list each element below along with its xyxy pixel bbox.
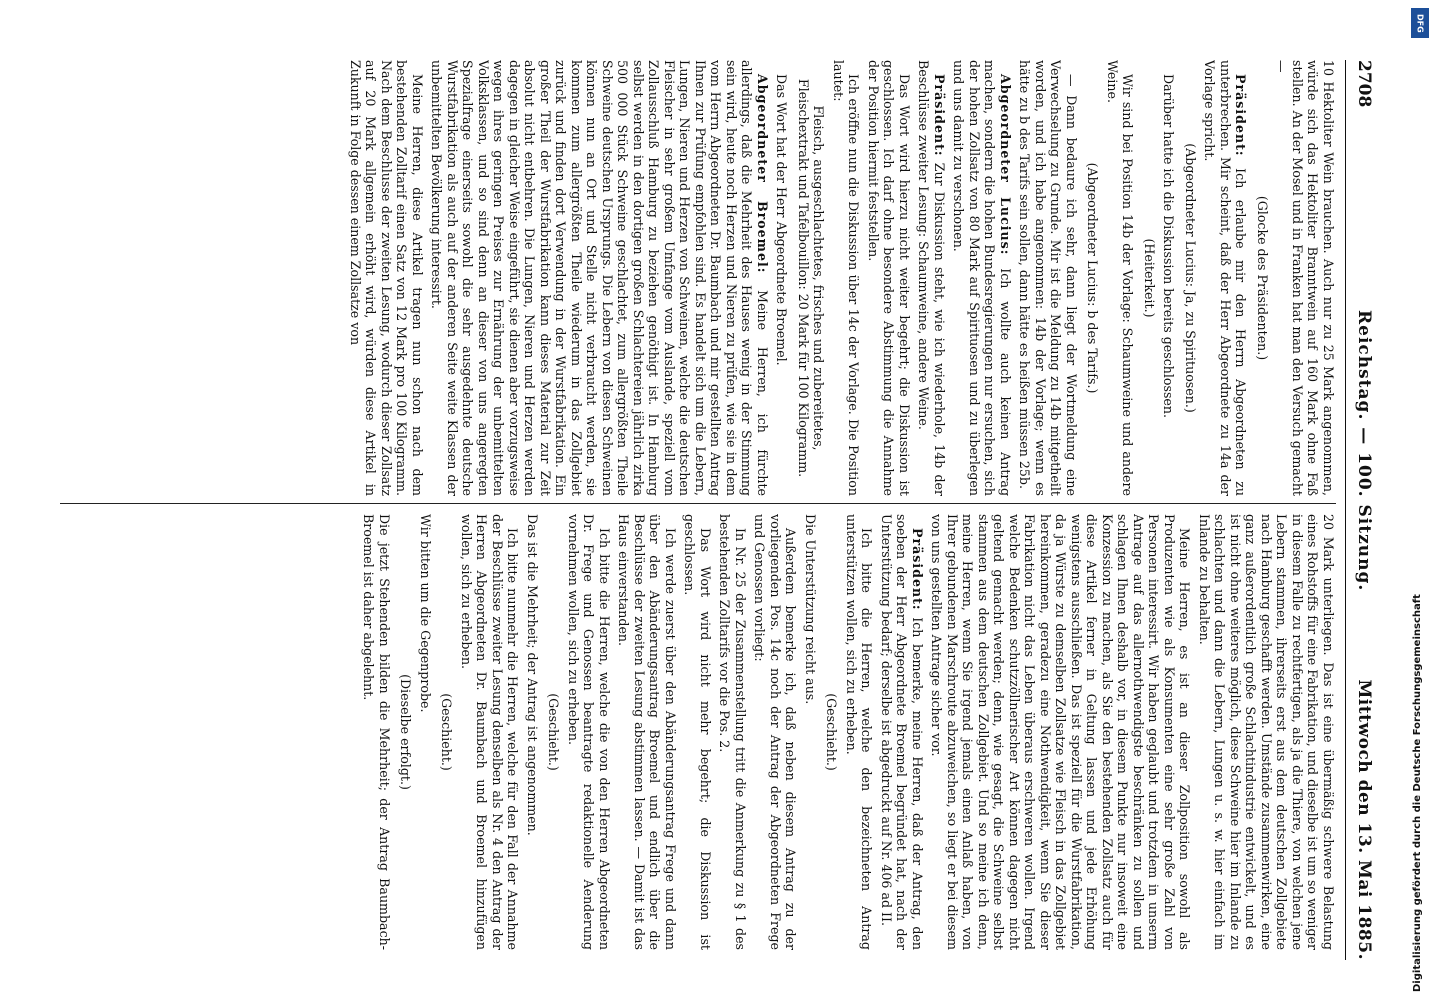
centered-note	[439, 514, 455, 950]
paragraph-text: Fleisch, ausgeschlachtetes, frisches und zubereitetes, Fleischextrakt und Tafelbouillon: 20 Mark für 100 Kilogramm.	[796, 78, 827, 478]
speaker-name: Präsident:	[910, 528, 925, 611]
paragraph-text: (Geschieht.)	[824, 693, 840, 771]
paragraph	[1161, 60, 1177, 496]
paragraph-text: Ich bemerke, meine Herren, daß der Antrag, den soeben der Herr Abgeordnete Broemel begründet hat, nach der Unterstützung bedarf; derselbe ist abgedruckt auf Nr. 406 ad II.	[879, 514, 925, 950]
left-text-column	[20, 60, 1336, 496]
paragraph-text: Meine Herren, es ist an dieser Zollposition sowohl als Produzenten wie als Konsumenten eine sehr große Zahl von Personen interessirt. Wir haben geglaubt und trotzdem in unserm Antrage auf das allernothwendigste beschränken zu sollen und schlagen Ihnen deshalb vor, in diesem Punkte nur insoweit eine Konzession zu machen, als Sie den bestehenden Zollsatz auch für diese Artikel ferner in Geltung lassen und jede Erhöhung wenigstens ausschließen. Das ist speziell für die Wurstfabrikation, da ja Würste zu demselben Zollsatze wie Fleisch in das Zollgebiet hereinkommen, geradezu eine Nothwendigkeit, wenn Sie dieser Fabrikation nicht das Leben überaus erschweren wollen. Irgend welche Bedenken schutzzöllnerischer Art können dagegen nicht geltend gemacht werden; denn, wie gesagt, die Schweine selbst stammen aus dem deutschen Zollgebiet. Und so meine ich denn, meine Herren, wenn Sie irgend jemals einen Anlaß haben, von Ihrer gebundenen Marschroute abzuweichen, so liegt er bei diesem von uns gestellten Antrage sicher vor.	[929, 514, 1193, 950]
speaker-name: Präsident:	[932, 74, 947, 157]
paragraph-text: Ich bitte die Herren, welche den bezeichneten Antrag unterstützen wollen, sich zu erheben.	[844, 514, 875, 950]
paragraph	[459, 514, 521, 950]
paragraph-text: 20 Mark unterliegen. Das ist eine übermäßig schwere Belastung eines Rohstoffs für eine Fabrikation, und dieselbe ist um so weniger in diesem Falle zu rechtfertigen, als ja die Thiere, von welchen jene Lebern stammen, ihrerseits erst aus dem deutschen Zollgebiete nach Hamburg geschafft werden. Umstände zusammenwirken, eine ganz außerordentlich große Schlachtindustrie entwickelt, und es ist nicht ohne weiteres möglich, diese Schweine hier im Inlande zu schlachten und dann die Lebern, Lungen u. s. w. hier einfach im Inlande zu behalten.	[1197, 514, 1336, 950]
paragraph	[879, 514, 926, 950]
paragraph-text: Ich bitte nunmehr die Herren, welche für den Fall der Annahme der Beschlüsse zweiter Lesung denselben als Nr. 4 den Antrag der Herren Abgeordneten Dr. Baumbach und Broemel hinzufügen wollen, sich zu erheben.	[459, 514, 521, 950]
paragraph-text: (Geschieht.)	[439, 693, 455, 771]
paragraph	[418, 514, 434, 950]
paragraph-text: (Abgeordneter Lucius: Ja, zu Spirituosen.)	[1183, 143, 1198, 413]
paragraph-text: Wir sind bei Position 14b der Vorlage: Schaumweine und andere Weine.	[1105, 60, 1136, 496]
paragraph-text: Das Wort wird hierzu nicht weiter begehrt; die Diskussion ist geschlossen. Ich darf ohne besondere Abstimmung die Annahme der Position hiermit feststellen.	[866, 60, 912, 496]
speaker-name: Abgeordneter Lucius:	[998, 74, 1013, 256]
paragraph-text: Die jetzt Stehenden bilden die Mehrheit; der Antrag Baumbach-Broemel ist daher abgelehnt.	[361, 514, 392, 950]
paragraph	[616, 514, 678, 950]
session-date: Mittwoch den 13. Mai 1885.	[1354, 679, 1374, 960]
centered-note	[398, 514, 414, 950]
paragraph	[1197, 514, 1337, 950]
header-rule	[1345, 60, 1346, 960]
column-divider	[60, 503, 1336, 504]
paragraph-text: Außerdem bemerke ich, daß neben diesem Antrag zu der vorliegenden Pos. 14c noch der Antrag der Abgeordneten Frege und Genossen vorliegt:	[752, 514, 799, 950]
paragraph	[717, 514, 748, 950]
paragraph-text: Darüber hatte ich die Diskussion bereits geschlossen.	[1161, 74, 1177, 418]
paragraph-text: (Glocke des Präsidenten.)	[1255, 195, 1270, 361]
paragraph-text: (Dieselbe erfolgt.)	[398, 674, 414, 790]
paragraph-text: (Abgeordneter Lucius: b des Tarifs.)	[1085, 162, 1101, 394]
digitization-sidebar	[1408, 0, 1432, 1000]
paragraph-text: Ich wollte auch keinen Antrag machen, sondern die hohen Bundesregierungen nur ersuchen, sich der hohen Zollsatz von 80 Mark auf Spirituosen und zu überlegen und uns damit zu verschonen.	[951, 60, 1013, 496]
paragraph-text: Das ist die Mehrheit; der Antrag ist angenommen.	[525, 514, 540, 836]
session-title: Reichstag. — 100. Sitzung.	[1354, 310, 1374, 592]
paragraph	[803, 514, 819, 950]
centered-note	[1142, 60, 1158, 496]
paragraph	[774, 60, 790, 496]
paragraph-text: Das Wort wird nicht mehr begehrt; die Diskussion ist geschlossen.	[682, 514, 713, 950]
paragraph	[525, 514, 541, 950]
paragraph	[566, 514, 613, 950]
paragraph-text: Wir bitten um die Gegenprobe.	[418, 514, 433, 713]
paragraph	[361, 514, 392, 950]
centered-note	[824, 514, 840, 950]
paragraph-text: Meine Herren, ich fürchte allerdings, daß die Mehrheit des Hauses wenig in der Stimmung sein wird, heute noch Herzen und Nieren zu prüfen, wie sie in dem vom Herrn Abgeordneten Dr. Baumbach und mir gestellten Antrag Ihnen zur Prüfung empfohlen sind. Es handelt sich um die Lebern, Lungen, Nieren und Herzen von Schweinen, welche die deutschen Fleischer in sehr großem Umfange vom Auslande, speziell vom Zollausschluß Hamburg zu beziehen genöthigt ist. In Hamburg selbst werden in den dortigen großen Schlachtereien jährlich zirka 500 000 Stück Schweine geschlachtet, zum allergrößten Theile Schweine deutschen Ursprungs. Die Lebern von diesen Schweinen können nun an Ort und Stelle nicht verbraucht werden, sie kommen zum allergrößten Theile wiederum in das Zollgebiet zurück und finden dort Verwendung in der Wurstfabrikation. Ein großer Theil der Wurstfabrikation kann dieses Material zur Zeit absolut nicht entbehren. Die Lungen, Nieren und Herzen werden dagegen in gleicher Weise eingeführt, sie dienen aber vorzugsweise wegen ihres geringen Preises zur Ernährung der unbemittelten Volksklassen, und so sind denn an dieser von uns angeregten Spezialfrage einerseits sowohl die sehr ausgedehnte deutsche Wurstfabrikation als auch auf der anderen Seite weite Klassen der unbemittelten Bevölkerung interessirt.	[429, 60, 770, 496]
paragraph-text: Ich bitte die Herren, welche die von den Herren Abgeordneten Dr. Frege und Genossen beantragte redaktionelle Aenderung vornehmen wollen, sich zu erheben.	[566, 514, 612, 950]
paragraph-text: In Nr. 25 der Zusammenstellung tritt die Anmerkung zu § 1 des bestehenden Zolltarifs vor die Pos. 2.	[717, 514, 748, 950]
paragraph	[429, 60, 770, 496]
paragraph-text: Meine Herren, diese Artikel tragen nun schon nach dem bestehenden Zolltarif einen Satz von 12 Mark pro 100 Kilogramm. Nach dem Beschlusse der zweiten Lesung, wodurch dieser Zollsatz auf 20 Mark allgemein erhöht wird, würden diese Artikel in Zukunft in Folge dessen einem Zollsatze von	[348, 60, 425, 496]
paragraph-text: Ich eröffne nun die Diskussion über 14c der Vorlage. Die Position lautet:	[831, 60, 862, 496]
centered-note	[1183, 60, 1199, 496]
paragraph	[1274, 60, 1336, 496]
paragraph	[348, 60, 426, 496]
right-text-column	[20, 514, 1336, 950]
paragraph	[1202, 60, 1249, 496]
paragraph	[831, 60, 862, 496]
paragraph	[1017, 60, 1079, 496]
paragraph	[682, 514, 713, 950]
page-number: 2708	[1354, 60, 1374, 108]
paragraph-text: Zur Diskussion steht, wie ich wiederhole, 14b der Beschlüsse zweiter Lesung: Schaumweine, andere Weine.	[916, 60, 947, 496]
paragraph	[866, 60, 913, 496]
speaker-name: Präsident:	[1233, 74, 1249, 157]
paragraph-text: Ich erlaube mir den Herrn Abgeordneten zu unterbrechen. Mir scheint, daß der Herr Abgeordnete zu 14a der Vorlage spricht.	[1202, 60, 1249, 496]
paragraph	[752, 514, 799, 950]
paragraph	[916, 60, 947, 496]
paragraph	[1105, 60, 1136, 496]
centered-note	[546, 514, 562, 950]
digitization-credit: Digitalisierung gefördert durch die Deutsche Forschungsgemeinschaft	[1412, 594, 1423, 992]
paragraph-text: Ich werde zuerst über den Abänderungsantrag Frege und dann über den Abänderungsantrag Broemel und endlich über die Beschlüsse der zweiten Lesung abstimmen lassen. — Damit ist das Haus einverstanden.	[616, 514, 678, 950]
paragraph-text: Die Unterstützung reicht aus.	[803, 514, 818, 705]
paragraph-text: 10 Hektoliter Wein brauchen. Auch nur zu 25 Mark angenommen, würde sich das Hektoliter Branntwein auf 160 Mark ohne Faß stellen. An der Mosel und in Franken hat man den Versuch gemacht —	[1274, 60, 1336, 496]
paragraph	[844, 514, 875, 950]
speaker-name: Abgeordneter Broemel:	[755, 74, 770, 274]
centered-note	[1085, 60, 1101, 496]
dfg-logo: DFG	[1411, 8, 1429, 38]
page-header	[1346, 60, 1374, 960]
paragraph	[951, 60, 1013, 496]
paragraph-text: (Heiterkeit.)	[1142, 238, 1157, 318]
paragraph-text: Das Wort hat der Herr Abgeordnete Broemel.	[774, 74, 790, 366]
centered-note	[796, 60, 827, 496]
paragraph-text: (Geschieht.)	[546, 693, 562, 771]
paragraph	[929, 514, 1193, 950]
paragraph-text: — Dann bedaure ich sehr, dann liegt der Wortmeldung eine Verwechselung zu Grunde. Mir ist die Meldung zu 14b mitgetheilt worden, und ich habe angenommen: 14b der Vorlage; wenn es hätte zu b des Tarifs sein sollen, dann hätte es heißen müssen 25b.	[1017, 60, 1079, 496]
centered-note	[1255, 60, 1271, 496]
